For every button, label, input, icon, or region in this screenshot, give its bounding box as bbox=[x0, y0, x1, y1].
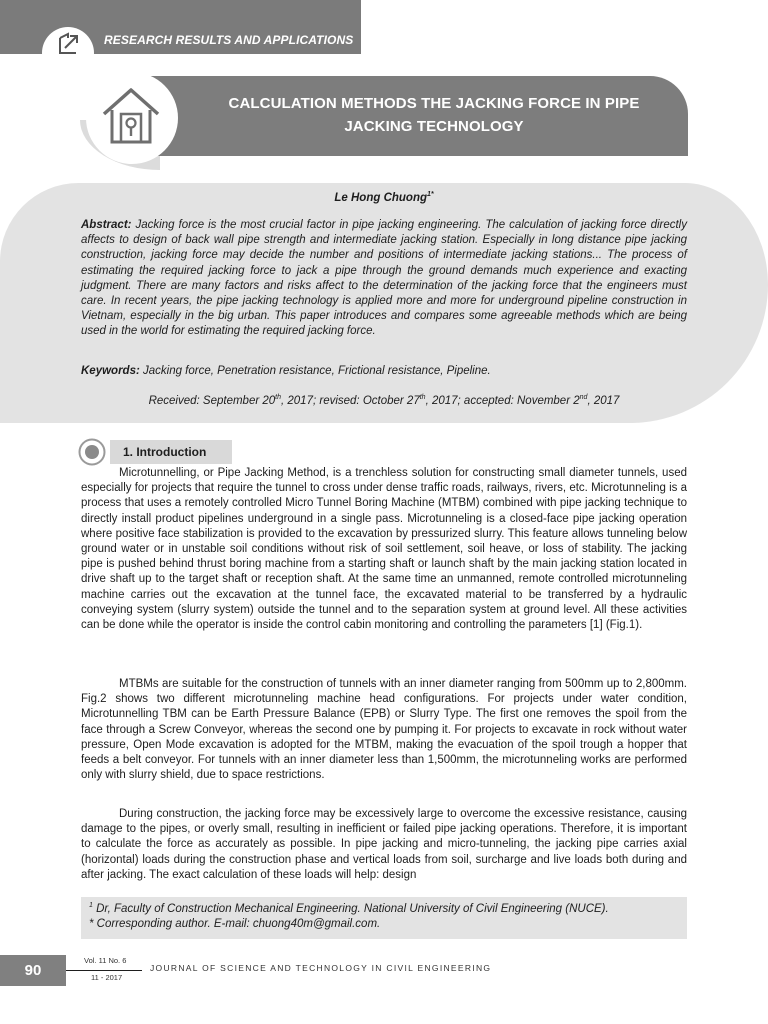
footnote-box bbox=[81, 897, 687, 939]
house-key-icon bbox=[100, 84, 162, 150]
received-text-3: , 2017; accepted: November 2 bbox=[425, 394, 580, 407]
bullet-circle-icon bbox=[78, 438, 106, 466]
footnote-affiliation bbox=[89, 902, 609, 915]
footnote-mark: 1 bbox=[89, 902, 93, 909]
volume-label: Vol. 11 No. 6 bbox=[84, 956, 127, 965]
title-line-1: CALCULATION METHODS THE JACKING FORCE IN PIPE bbox=[228, 95, 640, 112]
author-marks: 1* bbox=[427, 191, 434, 198]
footer-rule bbox=[66, 970, 142, 971]
author-name: Le Hong Chuong bbox=[334, 191, 427, 204]
body-paragraph-3: During construction, the jacking force may be excessively large to overcome the excessive resistance, causing damage to the pipes, or overly small, resulting in inefficient or failed pipe jacking operations. Therefore, it is important to calculate the force as accurately as possible. In pipe jacking and micro-tunneling, the jacking pipe carries axial (horizontal) loads during the construction phase and vertical loads from soil, surcharge and live loads both during and after jacking. The exact calculation of these loads will help: design bbox=[81, 808, 687, 881]
abstract-text: Jacking force is the most crucial factor in pipe jacking engineering. The calculation of jacking force directly affects to design of back wall pipe strength and intermediate jacking station. Especially in long distance pipe jacking construction, jacking force may decide the number and positions of intermediate jacking stations... The process of estimating the required jacking force to jack a pipe through the ground demands much experience and exacting judgment. There are many factors and risks affect to the determination of the jacking force that the engineers must care. In recent years, the pipe jacking technology is applied more and more for underground pipeline construction in Vietnam, especially in the big urban. This paper introduces and compares some agreeable methods which are being used in the world for estimating the required jacking force. bbox=[81, 219, 687, 338]
journal-name: JOURNAL OF SCIENCE AND TECHNOLOGY IN CIVIL ENGINEERING bbox=[150, 963, 492, 973]
abstract bbox=[81, 218, 687, 340]
received-sup-3: nd bbox=[579, 394, 588, 401]
issue-label: 11 - 2017 bbox=[91, 973, 123, 982]
body-paragraph-1: Microtunnelling, or Pipe Jacking Method, is a trenchless solution for constructing small diameter tunnels, used especially for projects that require the tunnel to cross under dense traffic roads, railways, rivers, etc. Microtunneling is a process that uses a remotely controlled Micro Tunnel Boring Machine (MTBM) combined with pipe jacking technique to directly install product pipelines underground in a single pass. Microtunneling is a closed-face pipe jacking operation where positive face stabilization is provided to the excavation by pressurized slurry. This feature allows tunneling below ground water or in unstable soil conditions without risk of soil settlement, soil heave, or loss of stability. The jacking pipe is pushed behind thrust boring machine from a starting shaft or launch shaft by the main jacking station located in drive shaft up to the target shaft or reception shaft. At the same time an unmanned, remote controlled microtunneling machine carries out the excavation at the tunnel face, the excavated material to be transferred by a hydraulic conveying system (slurry system) outside the tunnel and to the separation system at ground level. All these activities can be done while the operator is inside the control cabin monitoring and controlling the parameters [1] (Fig.1). bbox=[81, 467, 687, 632]
section-heading: 1. Introduction bbox=[123, 445, 207, 459]
received-sup-1: th bbox=[275, 394, 281, 401]
page-number: 90 bbox=[0, 955, 66, 986]
body-paragraph-2: MTBMs are suitable for the construction of tunnels with an inner diameter ranging from 500mm up to 2,800mm. Fig.2 shows two different microtunneling machine head configurations. For projects under water condition, Microtunnelling TBM can be Earth Pressure Balance (EPB) or Slurry Type. The first one removes the spoil from the face through a Screw Conveyor, whereas the second one by pumping it. For projects to excavate in rock without water pressure, Open Mode excavation is adopted for the MTBM, making the evacuation of the spoil trough a hopper that feeds a belt conveyor. For tunnels with an inner diameter less than 1,500mm, the microtunneling works are performed only with slurry shield, due to space restrictions. bbox=[81, 678, 687, 782]
received-sup-2: th bbox=[419, 394, 426, 401]
abstract-label: Abstract: bbox=[81, 219, 132, 231]
section-label: RESEARCH RESULTS AND APPLICATIONS bbox=[104, 33, 354, 47]
received-text-1: Received: September 20 bbox=[148, 394, 276, 407]
keywords-label: Keywords: bbox=[81, 365, 140, 377]
keywords-text: Jacking force, Penetration resistance, Frictional resistance, Pipeline. bbox=[143, 365, 491, 377]
received-text-2: , 2017; revised: October 27 bbox=[281, 394, 420, 407]
footnote-corresponding: * Corresponding author. E-mail: chuong40m@gmail.com. bbox=[89, 918, 381, 930]
author-line bbox=[0, 191, 768, 204]
keywords bbox=[81, 365, 687, 377]
title-line-2: JACKING TECHNOLOGY bbox=[344, 118, 524, 135]
paper-title bbox=[186, 92, 682, 138]
received-text-4: , 2017 bbox=[587, 394, 620, 407]
footnote-affiliation-text: Dr, Faculty of Construction Mechanical Engineering. National University of Civil Engineering (NUCE). bbox=[92, 902, 609, 915]
received-dates bbox=[0, 394, 768, 407]
external-link-icon bbox=[56, 32, 82, 56]
